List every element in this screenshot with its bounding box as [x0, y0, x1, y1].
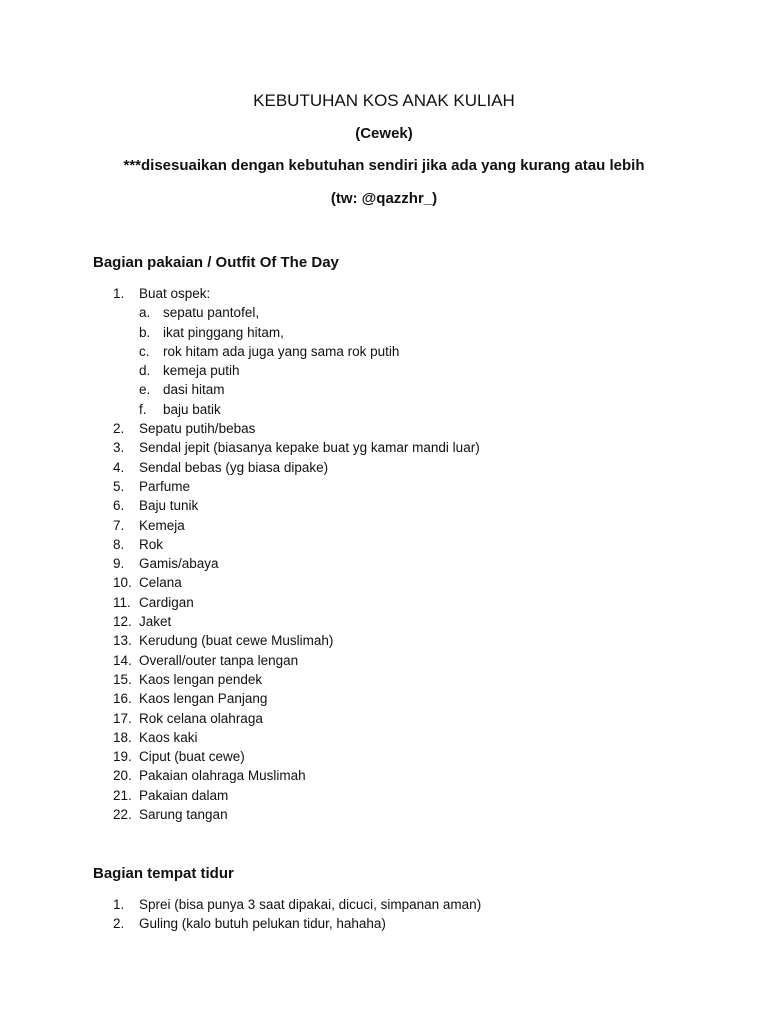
document-subtitle: (Cewek) — [355, 125, 413, 142]
list-item-number: 2. — [113, 916, 125, 932]
sub-list-item-text: baju batik — [163, 401, 221, 417]
list-item — [0, 747, 768, 766]
list-item-text: Jaket — [139, 614, 172, 630]
list-item-text: Cardigan — [139, 594, 194, 610]
list-item-number: 5. — [113, 478, 125, 494]
list-item-text: Pakaian dalam — [139, 787, 229, 803]
document-title: KEBUTUHAN KOS ANAK KULIAH — [253, 91, 515, 110]
sub-list-item-text: dasi hitam — [163, 382, 225, 398]
list-item-number: 1. — [113, 897, 125, 912]
list-item — [0, 786, 768, 805]
list-item-text: Baju tunik — [139, 498, 199, 514]
list-item-number: 4. — [113, 459, 125, 475]
list-item — [0, 593, 768, 612]
list-item — [0, 419, 768, 438]
list-item-number: 9. — [113, 556, 125, 572]
list-item — [0, 284, 768, 303]
list-item-number: 22. — [113, 807, 132, 823]
list-item-number: 10. — [113, 575, 132, 591]
list-item — [0, 689, 768, 708]
sub-list-item — [0, 361, 768, 380]
list-item — [0, 516, 768, 535]
list-item — [0, 805, 768, 824]
sub-list-item-letter: f. — [139, 401, 147, 417]
sub-list-item — [0, 323, 768, 342]
section-heading-clothing: Bagian pakaian / Outfit Of The Day — [93, 254, 339, 271]
list-item-number: 12. — [113, 614, 132, 630]
sub-list-item — [0, 303, 768, 322]
list-item-text: Kemeja — [139, 517, 185, 533]
list-item-text: Kaos lengan pendek — [139, 671, 263, 687]
list-item-text: Overall/outer tanpa lengan — [139, 652, 299, 668]
list-item-text: Sepatu putih/bebas — [139, 421, 256, 437]
document-note: ***disesuaikan dengan kebutuhan sendiri jika ada yang kurang atau lebih — [123, 157, 645, 174]
list-item-number: 8. — [113, 536, 125, 552]
list-item-text: Guling (kalo butuh pelukan tidur, hahaha) — [139, 916, 386, 932]
list-item-number: 17. — [113, 710, 132, 726]
list-item — [0, 709, 768, 728]
list-item-text: Ciput (buat cewe) — [139, 749, 245, 765]
list-item-text: Gamis/abaya — [139, 556, 219, 572]
list-item — [0, 458, 768, 477]
list-item-number: 15. — [113, 671, 132, 687]
list-item — [0, 496, 768, 515]
list-item-text: Kerudung (buat cewe Muslimah) — [139, 633, 334, 649]
list-item-text: Pakaian olahraga Muslimah — [139, 768, 306, 784]
list-item-text: Sendal bebas (yg biasa dipake) — [139, 459, 329, 475]
clothing-list — [0, 284, 768, 824]
sub-list-item-letter: a. — [139, 305, 151, 321]
list-item-text: Rok — [139, 536, 164, 552]
list-item-number: 19. — [113, 749, 132, 765]
bedding-list — [0, 895, 768, 934]
sub-list-item-letter: d. — [139, 363, 151, 379]
sub-list-item — [0, 342, 768, 361]
list-item — [0, 914, 768, 933]
list-item-text: Sarung tangan — [139, 807, 228, 823]
section-heading-bedding: Bagian tempat tidur — [93, 865, 234, 882]
list-item-number: 2. — [113, 421, 125, 437]
list-item-text: Kaos lengan Panjang — [139, 691, 268, 707]
list-item — [0, 612, 768, 631]
list-item-number: 7. — [113, 517, 125, 533]
document-credit: (tw: @qazzhr_) — [330, 190, 438, 207]
list-item — [0, 535, 768, 554]
sub-list-item-text: kemeja putih — [163, 363, 240, 379]
list-item — [0, 895, 768, 914]
list-item-number: 1. — [113, 286, 125, 301]
list-item — [0, 670, 768, 689]
list-item — [0, 766, 768, 785]
list-item-number: 16. — [113, 691, 132, 707]
list-item-text: Sendal jepit (biasanya kepake buat yg kamar mandi luar) — [139, 440, 480, 456]
list-item-text: Sprei (bisa punya 3 saat dipakai, dicuci, simpanan aman) — [139, 897, 482, 912]
list-item — [0, 573, 768, 592]
list-item — [0, 554, 768, 573]
list-item — [0, 631, 768, 650]
list-item — [0, 651, 768, 670]
list-item-text: Celana — [139, 575, 182, 591]
list-item — [0, 728, 768, 747]
list-item-text: Rok celana olahraga — [139, 710, 263, 726]
list-item — [0, 438, 768, 457]
sub-list-item-text: ikat pinggang hitam, — [163, 324, 284, 340]
sub-list-item-letter: b. — [139, 324, 151, 340]
list-item-number: 13. — [113, 633, 132, 649]
list-item-text: Parfume — [139, 478, 191, 494]
list-item — [0, 477, 768, 496]
list-item-number: 6. — [113, 498, 125, 514]
sub-list-item-letter: e. — [139, 382, 151, 398]
sub-list-item-letter: c. — [139, 343, 150, 359]
sub-list-item — [0, 400, 768, 419]
list-item-number: 11. — [113, 594, 131, 610]
list-item-number: 3. — [113, 440, 125, 456]
list-item-number: 20. — [113, 768, 132, 784]
sub-list-item-text: sepatu pantofel, — [163, 305, 260, 321]
sub-list-item-text: rok hitam ada juga yang sama rok putih — [163, 343, 400, 359]
sub-list-item — [0, 380, 768, 399]
list-item-number: 14. — [113, 652, 132, 668]
list-item-number: 21. — [113, 787, 132, 803]
list-item-number: 18. — [113, 729, 132, 745]
list-item-text: Kaos kaki — [139, 729, 198, 745]
list-item-text: Buat ospek: — [139, 286, 211, 301]
